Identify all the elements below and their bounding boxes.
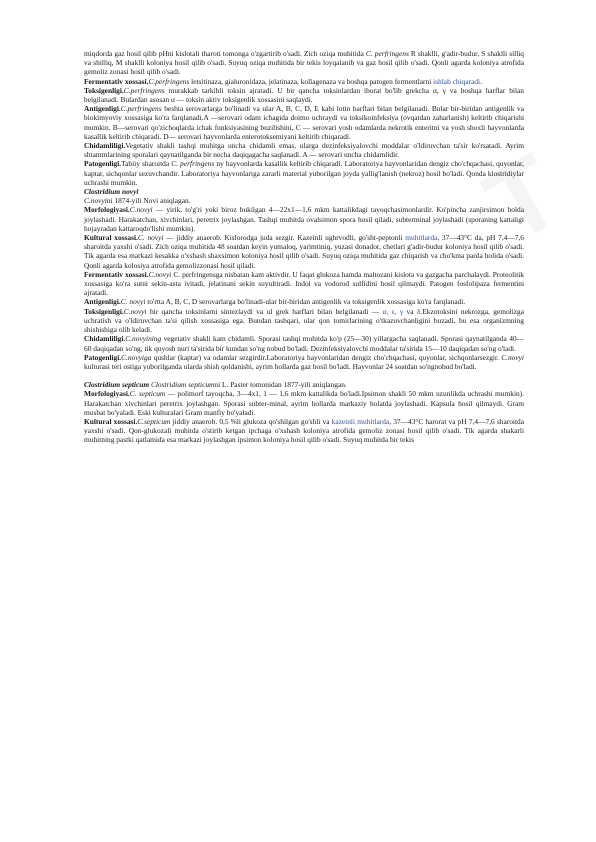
paragraph-p10 (84, 233, 524, 270)
text-run: C. septicum (129, 389, 166, 399)
text-run: qushlar (kaptar) va odamlar sezgirdir.Laboratoriya hayvonlaridan dengiz cho'chqachasi, quyonlar, sichqonlarsezgir. (151, 352, 502, 362)
paragraph-p6 (84, 159, 524, 187)
text-run: . (480, 76, 482, 86)
text-run: R shaklli, g'adir-budur, S shaklli silliq va shilliq, M shaklli koloniya hosil qilib o'sadi. Suyuq oziqa muhitida bir tekis loyqalanib va gaz hosil qilib o'sadi. Qonli agarda koloniya atrofida gemoliz zonasi hosil qilib o'sadi. (84, 49, 525, 77)
paragraph-p13 (84, 307, 524, 335)
paragraph-p14 (84, 334, 524, 352)
text-run: Patogenligi. (84, 352, 122, 362)
paragraph-p1 (84, 49, 524, 77)
text-run: C.novyining (125, 334, 162, 344)
text-run: , 37—43°C da, pH 7,4—7,6 sharoitda yaxshi o'sadi. Zich oziqa muhitida 48 soatdan keyin yumaloq, yarimtiniq, yuzasi donador, chetlari g'adir-budur koloniya hosil qilib o'sadi. Tik agarda esa markazi kesakka o'xshash shaxsimon koloniya hosil qilib o'sadi. Suyuq oziqa muhitida gaz chiqarish va cho'kma parda holida o'sadi. Qonli agarda kolosiya atrofida gemolizzonasi hosil qiladi. (84, 233, 524, 270)
text-run: Patogenligi. (84, 159, 122, 169)
text-run: Morfologiyasi. (84, 205, 130, 215)
text-run: Fermentativ xossasi. (84, 269, 149, 279)
text-link[interactable]: kazeinli muhitlarda (331, 416, 390, 426)
paragraph-p15 (84, 353, 524, 371)
text-run: C.perfringens (148, 76, 190, 86)
text-run: beshta serovarlarga bo'linadi va ular A, B, C, D, E kabi lotin harflari bilan belgilanadi. Bular bir-biridan antigenlik va biokimyoviy xossasiga ko'ra farqlanadi.A —serovari odam ichagida doimo uchraydi va toksikoinfeksiya (ovqatdan zaharlanish) keltirib chiqarishi mumkin. B—serovari qo'zichoqlarda ichak funksiyasining buzilishini, C — serovari yosh odamlarda nekrotik enteritni va yosh shoxli hayvonlarda kasallik keltirib chiqaradi. D— serovari hayvonlarda enterotoksemiyani keltirib chiqaradi. (84, 104, 524, 141)
text-run: — polimorf tayoqcha, 3—4x1, 1 — 1,6 mkm kattalikda bo'ladi.Ipsimon shakli 50 mkm uzunlikda uchrashi mumkin). Harakatchan xivchinlari peretrix joylashgan. Sporasi subter-minal, ayrim hollarda markaziy holatda joylashadi. Kapsula hosil qilmaydi. Gram musbat bo'yaladi. Eski kulturalari Gram manfiy bo'yaladi. (84, 389, 524, 417)
paragraph-p5 (84, 141, 524, 159)
text-run: Toksigenligi. (84, 306, 124, 316)
text-run: C.novyi (501, 352, 524, 362)
paragraph-p7 (84, 187, 524, 196)
text-run: letsitinaza, gialuronidaza, jelatinaza, kollagenaza va boshqa patogen fermentlarni (189, 76, 434, 86)
text-run: C. perfringens (171, 159, 215, 169)
text-run: Chidamliligi. (84, 141, 126, 151)
text-run: ni L. Paster tomonidan 1877-yili aniqlangan. (214, 380, 347, 390)
text-run: Antigenligi. (84, 104, 121, 114)
paragraph-p9 (84, 205, 524, 233)
text-link[interactable]: α, ɛ, γ (382, 306, 404, 316)
text-run: C. perfringensga nisbatan kam aktivdir. U faqat glukoza hamda maltozani kislota va gazgacha parchalaydi. Proteolitik xossasiga ko'ra sutni sekin-asta ivitadi, jelatinani sekin suyultiradi. Indol va vodorod sulfidini hosil qilmaydi. Patogen fosfolipaza fermentini ajratadi. (84, 269, 524, 298)
text-run: , 37—43°C harorat va pH 7,4—7,6 sharoitda yaxshi o'sadi. Qon-glukozali muhitda o'stirib ketgan ipchaga o'xshash koloniya atrofida gemoliz zonasi hosil qilib o'sadi. Tik agarda shakarli muhitning pastki qatlamida esa markazi joylashgan ipsimon koloniya hosil qilib o'sadi. Suyuq muhitda bir tekis (84, 416, 524, 445)
text-run: Clostridium septicum (84, 380, 150, 390)
text-run: ni 1874-yili Novi aniqlagan. (106, 196, 191, 206)
text-run: bir qancha toksinlarni sintezlaydi va ul grek harflari bilan belgilanadi — (146, 306, 383, 316)
text-run: C. novyi (137, 233, 164, 243)
paragraph-p12 (84, 297, 524, 306)
document-page (84, 49, 524, 445)
text-run: C.novyi (84, 196, 107, 206)
text-run: C. perfringens (365, 49, 409, 58)
paragraph-p3 (84, 86, 524, 104)
text-run: jiddiy anaerob. 0,5 %li glukoza qo'shilgan go'shli va (170, 416, 332, 426)
text-link[interactable]: muhitlarda (405, 233, 438, 243)
paragraph-p8 (84, 196, 524, 205)
text-run: Morfologiyasi. (84, 389, 130, 399)
paragraph-p4 (84, 104, 524, 141)
paragraph-gap (84, 371, 524, 380)
text-run: — yirik, to'g'ri yoki biroz bukilgan 4—22x1—1,6 mkm kattalikdagi tayoqchasimonlardir. Ko'pincha zanjirsimon holda joylashadi. Harakatchan, xivchinlari, peretrix joylashgan. Tashqi muhitda ovalsimon spora hosil qiladi, subterminal joylashadi (sporaning kattaligi hujayradan kattaroqdo'lishi mumkin). (84, 205, 524, 233)
text-run: Clostridium septicum (150, 380, 215, 390)
text-run: Chidamliligi. (84, 334, 126, 344)
text-run: Tabiiy sharoitda (121, 159, 172, 169)
text-run: C.novyi (129, 205, 153, 215)
text-link[interactable]: δ (416, 306, 421, 316)
text-run: C.novyi (148, 269, 172, 279)
text-run: ny hayvonlarda kasallik keltirib chiqaradi. Laboratoriya hayvonlaridan dengiz cho'chqachasi, quyonlar, kaptar, sichqonlar sezuvchandir. Laboratoriya hayvonlariga zararli material yuborilgan joyda yallig'lanish (nekroz) hosil bo'ladi. Qonda klostridiylar uchrashi mumkin. (84, 159, 524, 187)
text-run: C. novyi (120, 297, 146, 307)
text-run: Clostridium novyi (84, 187, 139, 197)
text-link[interactable]: ishlab chiqaradi (433, 76, 481, 86)
text-run: C.novyi (123, 306, 147, 316)
text-run: C.novyiga (121, 352, 152, 362)
paragraph-p2 (84, 77, 524, 86)
text-run: C.perfringens (123, 85, 165, 95)
paragraph-p11 (84, 270, 524, 298)
text-run: Antigenligi. (84, 297, 121, 307)
text-run: — jiddiy anaerob. Kislorodga juda sezgir. Kazeinli ughrvodli, go'sht-peptonli (163, 233, 406, 243)
text-run: Toksigenligi. (84, 85, 124, 95)
text-run: Fermentativ xossasi. (84, 76, 149, 86)
text-run: C.septicum (137, 416, 171, 426)
text-run: vegetativ shakli kam chidamli. Sporasi tashqi muhitda ko'p (25—30) yillargacha saqlanadi. Sporasi qaynatilganda 40—60 daqiqadan so'ng, tik quyosh nuri ta'sirida bir kundan so'ng nobud bo'ladi. Dezinfeksiyalovchi moddalar ta'sirida 15—10 daqiqadan so'ng o'ladi. (84, 334, 524, 353)
text-run: murakkab tarkibli toksin ajratadi. U bir qancha toksinlardan iborat bo'lib grekcha α, γ va boshqa harflar bilan belgilanadi. Bulardan asosan α — toksin aktiv toksigenlik xossasini saqlaydi. (84, 85, 524, 105)
text-run: kulturasi teri ostiga yuborilganda ularda shish qoldanishi, ayrim hollarda gaz hosil bo'ladi. Hayvonlar 24 soatdan so'ngnobud bo'ladi. (84, 361, 477, 371)
text-run: va (403, 306, 417, 316)
paragraph-p16 (84, 380, 524, 389)
text-run: .Ekzotoksini nekrozga, gemolizga uchratish va o'ldiruvchan ta'si qilish xossasiga ega. Bundan tashqari, ular qon tomirlarining o'tkazuvchanligini buzadi, bu esa organizmning shishishiga olib keladi. (84, 306, 525, 335)
text-run: miqdorda gaz hosil qilib pHni kislotali tharoti tomonga o'zgartirib o'sadi. Zich oziqa muhitida (84, 49, 366, 58)
text-run: Kultural xossasi. (84, 416, 138, 426)
paragraph-p17 (84, 389, 524, 417)
paragraph-p18 (84, 417, 524, 445)
text-run: to'rtta A, B, C, D serovarlarga bo'linadi-ular bir-biridan antigenlik va toksigenlik xossasiga ko'ra farqlanadi. (145, 297, 466, 307)
text-run: C.perfringens (120, 104, 162, 114)
text-run: Vegetativ shakli tashqi muhitga uncha chidamli emas, ularga dezinfeksiyalovchi moddalar o'ldiruvchan ta'sir ko'rsatadi. Ayrim shtammlarining sporalari qaynatilganda bir necha daqiqagacha saqlanadi. A — serovari uncha chidamlidir. (84, 141, 524, 160)
text-run: Kultural xossasi. (84, 233, 138, 243)
